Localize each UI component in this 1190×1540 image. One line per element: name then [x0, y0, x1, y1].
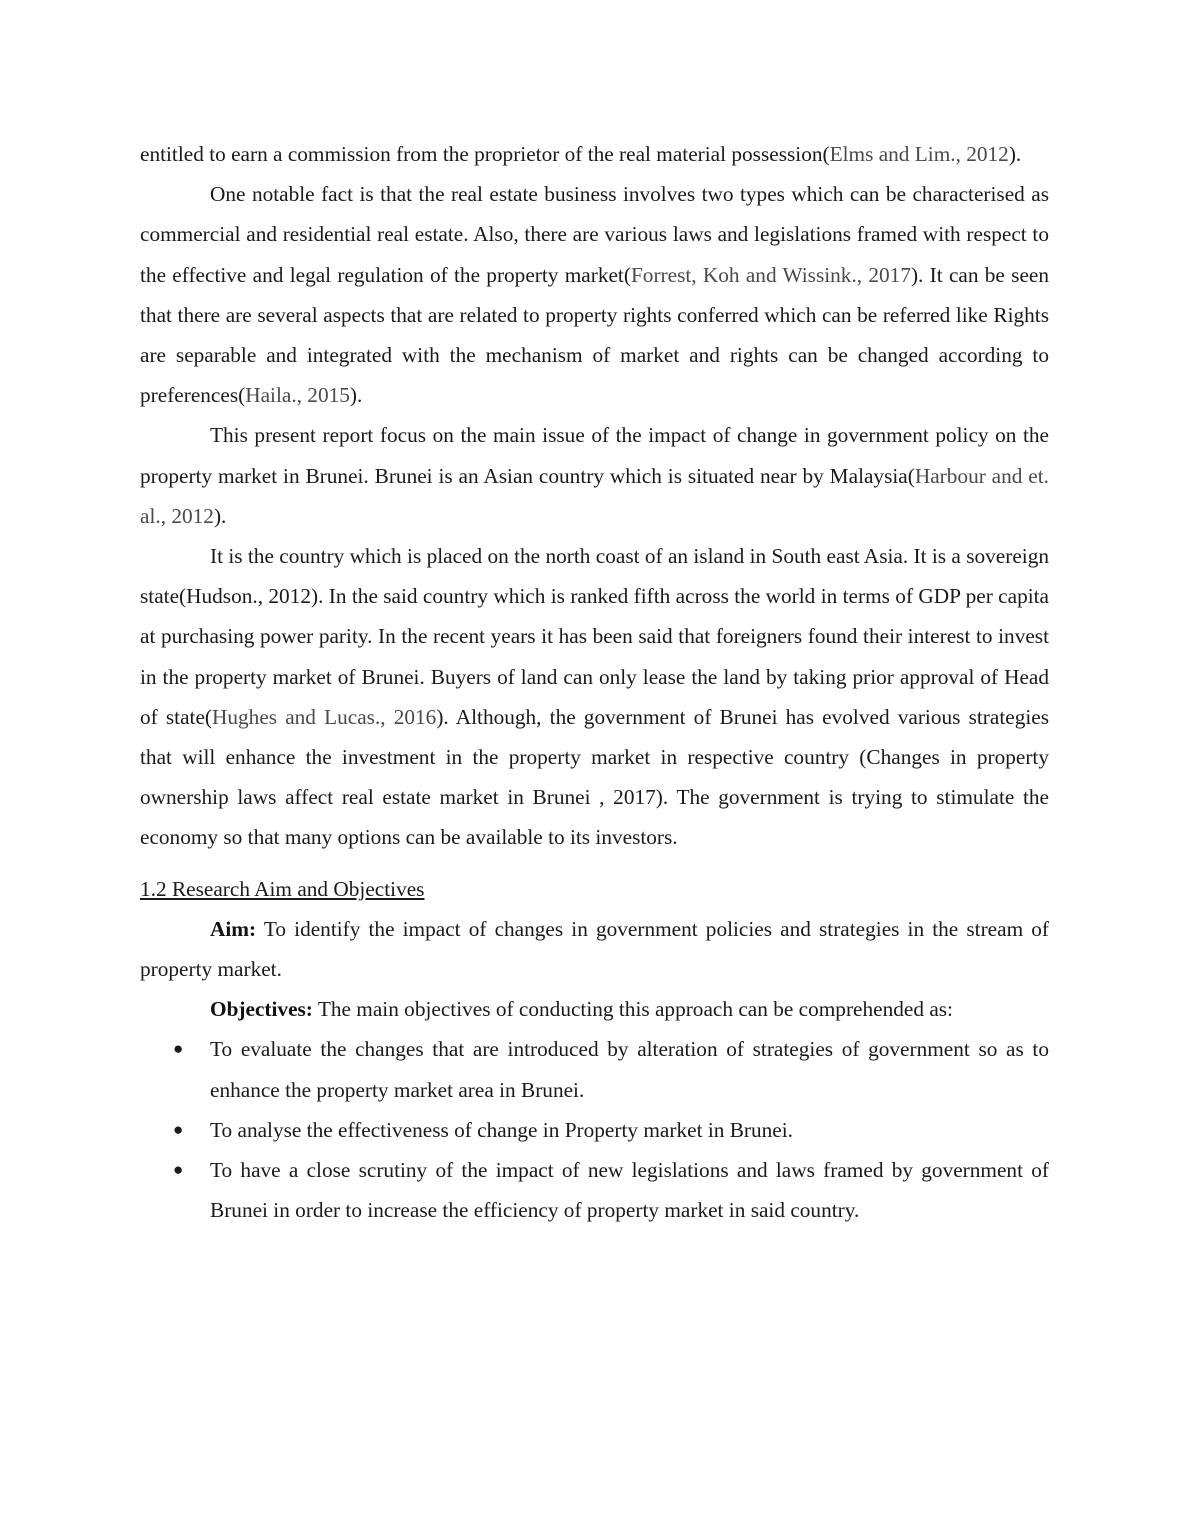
- bullet-icon: ●: [173, 1160, 184, 1180]
- paragraph-continuation: entitled to earn a commission from the proprietor of the real material possession(Elms and Lim., 2012).: [140, 142, 1022, 166]
- citation: Haila., 2015: [245, 383, 350, 408]
- list-item: ● To evaluate the changes that are introduced by alteration of strategies of government so as to enhance the property market area in Brunei.: [140, 1029, 1049, 1109]
- paragraph-brunei-overview: It is the country which is placed on the north coast of an island in South east Asia. It is a sovereign state(Hudson., 2012). In the said country which is ranked fifth across the world in terms of GDP per capita at purchasing power parity. In the recent years it has been said that foreigners found their interest to invest in the property market of Brunei. Buyers of land can only lease the land by taking prior approval of Head of state(Hughes and Lucas., 2016). Although, the government of Brunei has evolved various strategies that will enhance the investment in the property market in respective country (Changes in property ownership laws affect real estate market in Brunei , 2017). The government is trying to stimulate the economy so that many options can be available to its investors.: [140, 544, 1049, 850]
- objectives-intro: Objectives: The main objectives of conducting this approach can be comprehended as:: [210, 997, 953, 1022]
- citation: Elms and Lim., 2012: [829, 142, 1009, 166]
- paragraph-report-focus: This present report focus on the main issue of the impact of change in government policy on the property market in Brunei. Brunei is an Asian country which is situated near by Malaysia(Harbour and et. al., 2012).: [140, 423, 1050, 528]
- objectives-label: Objectives:: [210, 997, 313, 1022]
- document-page: [140, 134, 1049, 1230]
- aim-paragraph: Aim: To identify the impact of changes in government policies and strategies in the stream of property market.: [140, 916, 1049, 982]
- citation: Forrest, Koh and Wissink., 2017: [630, 262, 911, 287]
- bullet-icon: ●: [173, 1119, 184, 1139]
- citation: Hughes and Lucas., 2016: [212, 704, 437, 729]
- citation: Harbour and et. al., 2012: [140, 463, 1050, 528]
- aim-label: Aim:: [210, 916, 257, 941]
- objectives-list: [140, 1029, 1049, 1230]
- list-item: ● To analyse the effectiveness of change in Property market in Brunei.: [140, 1110, 1049, 1150]
- paragraph-real-estate-types: One notable fact is that the real estate business involves two types which can be characterised as commercial and residential real estate. Also, there are various laws and legislations framed with respect to the effective and legal regulation of the property market(Forrest, Koh and Wissink., 2017). It can be seen that there are several aspects that are related to property rights conferred which can be referred like Rights are separable and integrated with the mechanism of market and rights can be changed according to preferences(Haila., 2015).: [140, 182, 1050, 408]
- bullet-icon: ●: [173, 1039, 184, 1059]
- section-heading: 1.2 Research Aim and Objectives: [140, 876, 425, 901]
- list-item: ● To have a close scrutiny of the impact of new legislations and laws framed by government of Brunei in order to increase the efficiency of property market in said country.: [140, 1150, 1049, 1230]
